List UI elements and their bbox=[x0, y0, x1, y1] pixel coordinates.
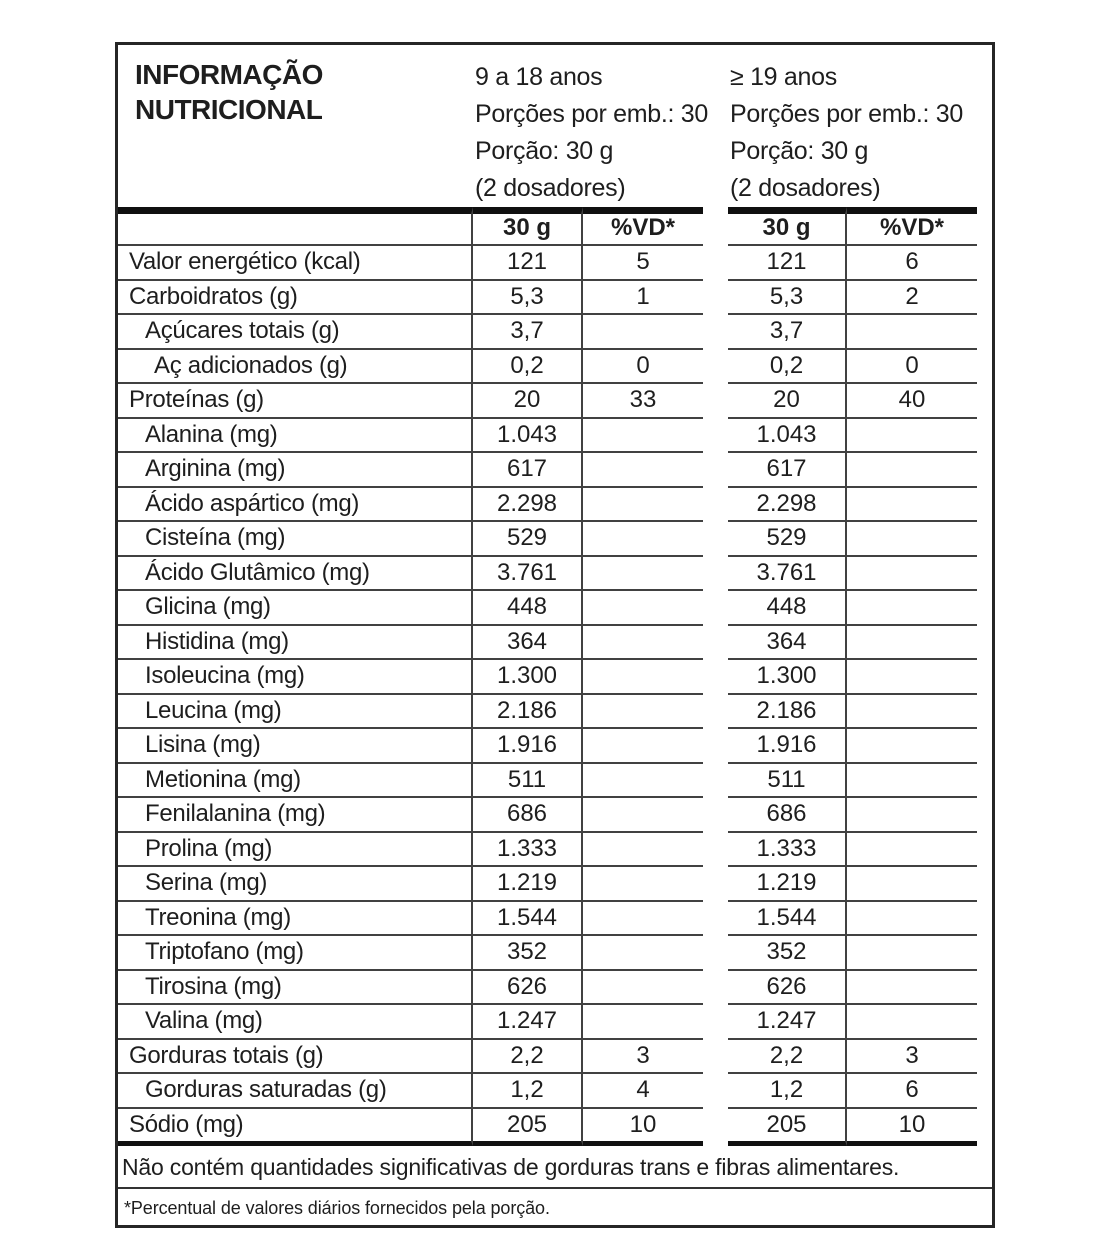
dv-19plus-cell bbox=[847, 522, 977, 557]
dv-9-18-cell bbox=[583, 729, 703, 764]
nutrient-label: Aç adicionados (g) bbox=[118, 350, 473, 385]
nutrient-label: Serina (mg) bbox=[118, 867, 473, 902]
amount-9-18-cell: 2.298 bbox=[473, 488, 583, 523]
amount-19plus-cell: 1,2 bbox=[728, 1074, 847, 1109]
column-gap bbox=[703, 350, 728, 385]
amount-19plus-cell: 529 bbox=[728, 522, 847, 557]
daily-values-footnote: *Percentual de valores diários fornecidos pela porção. bbox=[124, 1198, 550, 1218]
nutrient-label: Arginina (mg) bbox=[118, 453, 473, 488]
amount-19plus-cell: 352 bbox=[728, 936, 847, 971]
dv-19plus-cell bbox=[847, 557, 977, 592]
amount-9-18-cell: 121 bbox=[473, 246, 583, 281]
amount-19plus-cell: 617 bbox=[728, 453, 847, 488]
amount-9-18-cell: 352 bbox=[473, 936, 583, 971]
amount-9-18-cell: 3.761 bbox=[473, 557, 583, 592]
column-gap bbox=[703, 1040, 728, 1075]
amount-19plus-cell: 0,2 bbox=[728, 350, 847, 385]
title-line1: INFORMAÇÃO bbox=[135, 59, 323, 90]
dv-19plus-cell bbox=[847, 315, 977, 350]
dv-9-18-cell bbox=[583, 1005, 703, 1040]
nutrient-label: Alanina (mg) bbox=[118, 419, 473, 454]
amount-9-18-cell: 617 bbox=[473, 453, 583, 488]
column-gap bbox=[703, 246, 728, 281]
column-gap bbox=[703, 488, 728, 523]
dv-19plus-cell bbox=[847, 902, 977, 937]
nutrient-label: Lisina (mg) bbox=[118, 729, 473, 764]
column-gap bbox=[703, 764, 728, 799]
nutrient-label: Histidina (mg) bbox=[118, 626, 473, 661]
amount-19plus-cell: 511 bbox=[728, 764, 847, 799]
nutrient-label: Isoleucina (mg) bbox=[118, 660, 473, 695]
amount-9-18-cell: 5,3 bbox=[473, 281, 583, 316]
dv-9-18-cell bbox=[583, 764, 703, 799]
amount-19plus-cell: 5,3 bbox=[728, 281, 847, 316]
group-header-9-18 bbox=[473, 57, 728, 207]
nutrient-label: Glicina (mg) bbox=[118, 591, 473, 626]
nutrient-label: Proteínas (g) bbox=[118, 384, 473, 419]
serving-note: (2 dosadores) bbox=[475, 174, 626, 202]
serving-size: Porção: 30 g bbox=[475, 137, 614, 165]
amount-19plus-cell: 1.247 bbox=[728, 1005, 847, 1040]
dv-9-18-cell bbox=[583, 971, 703, 1006]
amount-9-18-cell: 1,2 bbox=[473, 1074, 583, 1109]
amount-9-18-cell: 1.544 bbox=[473, 902, 583, 937]
amount-9-18-cell: 1.043 bbox=[473, 419, 583, 454]
amount-9-18-cell: 1.300 bbox=[473, 660, 583, 695]
header-spacer bbox=[118, 207, 473, 246]
column-gap bbox=[703, 729, 728, 764]
servings-per-package: Porções por emb.: 30 bbox=[475, 100, 709, 128]
dv-9-18-cell: 1 bbox=[583, 281, 703, 316]
amount-column-header-19plus: 30 g bbox=[728, 207, 847, 246]
column-gap bbox=[703, 419, 728, 454]
dv-19plus-cell bbox=[847, 660, 977, 695]
age-range: ≥ 19 anos bbox=[730, 63, 837, 91]
dv-19plus-cell bbox=[847, 695, 977, 730]
column-gap bbox=[703, 522, 728, 557]
dv-9-18-cell bbox=[583, 626, 703, 661]
column-gap bbox=[703, 867, 728, 902]
column-gap bbox=[703, 902, 728, 937]
amount-9-18-cell: 0,2 bbox=[473, 350, 583, 385]
dv-19plus-cell: 3 bbox=[847, 1040, 977, 1075]
nutrient-label: Sódio (mg) bbox=[118, 1109, 473, 1147]
amount-9-18-cell: 3,7 bbox=[473, 315, 583, 350]
dv-9-18-cell bbox=[583, 902, 703, 937]
column-gap bbox=[703, 557, 728, 592]
dv-19plus-cell: 2 bbox=[847, 281, 977, 316]
amount-9-18-cell: 686 bbox=[473, 798, 583, 833]
nutrient-label: Metionina (mg) bbox=[118, 764, 473, 799]
dv-19plus-cell bbox=[847, 453, 977, 488]
amount-19plus-cell: 686 bbox=[728, 798, 847, 833]
amount-9-18-cell: 364 bbox=[473, 626, 583, 661]
no-significant-amounts-note: Não contém quantidades significativas de gorduras trans e fibras alimentares. bbox=[118, 1146, 992, 1189]
column-gap bbox=[703, 281, 728, 316]
amount-19plus-cell: 1.333 bbox=[728, 833, 847, 868]
dv-19plus-cell bbox=[847, 867, 977, 902]
amount-19plus-cell: 1.544 bbox=[728, 902, 847, 937]
label-title bbox=[118, 57, 473, 207]
dv-19plus-cell bbox=[847, 798, 977, 833]
amount-9-18-cell: 1.333 bbox=[473, 833, 583, 868]
title-line2: NUTRICIONAL bbox=[135, 94, 323, 125]
amount-19plus-cell: 364 bbox=[728, 626, 847, 661]
dv-9-18-cell bbox=[583, 488, 703, 523]
amount-19plus-cell: 121 bbox=[728, 246, 847, 281]
nutrient-label: Açúcares totais (g) bbox=[118, 315, 473, 350]
column-gap bbox=[703, 207, 728, 246]
dv-19plus-cell bbox=[847, 1005, 977, 1040]
dv-9-18-cell bbox=[583, 315, 703, 350]
amount-19plus-cell: 20 bbox=[728, 384, 847, 419]
dv-9-18-cell bbox=[583, 419, 703, 454]
dv-19plus-cell bbox=[847, 419, 977, 454]
nutrient-label: Ácido aspártico (mg) bbox=[118, 488, 473, 523]
amount-9-18-cell: 20 bbox=[473, 384, 583, 419]
dv-19plus-cell: 40 bbox=[847, 384, 977, 419]
nutrient-label: Leucina (mg) bbox=[118, 695, 473, 730]
nutrient-label: Triptofano (mg) bbox=[118, 936, 473, 971]
amount-9-18-cell: 529 bbox=[473, 522, 583, 557]
column-gap bbox=[703, 1005, 728, 1040]
dv-column-header-19plus: %VD* bbox=[847, 207, 977, 246]
amount-9-18-cell: 1.247 bbox=[473, 1005, 583, 1040]
amount-19plus-cell: 205 bbox=[728, 1109, 847, 1147]
amount-19plus-cell: 2.186 bbox=[728, 695, 847, 730]
column-gap bbox=[703, 626, 728, 661]
amount-9-18-cell: 448 bbox=[473, 591, 583, 626]
age-range: 9 a 18 anos bbox=[475, 63, 603, 91]
column-gap bbox=[703, 936, 728, 971]
column-gap bbox=[703, 453, 728, 488]
dv-9-18-cell bbox=[583, 557, 703, 592]
nutrition-facts-panel bbox=[115, 42, 995, 1228]
dv-19plus-cell: 6 bbox=[847, 1074, 977, 1109]
dv-9-18-cell bbox=[583, 660, 703, 695]
servings-per-package: Porções por emb.: 30 bbox=[730, 100, 964, 128]
dv-19plus-cell bbox=[847, 833, 977, 868]
dv-9-18-cell: 10 bbox=[583, 1109, 703, 1147]
nutrient-label: Carboidratos (g) bbox=[118, 281, 473, 316]
nutrient-label: Gorduras saturadas (g) bbox=[118, 1074, 473, 1109]
dv-9-18-cell bbox=[583, 833, 703, 868]
dv-9-18-cell: 5 bbox=[583, 246, 703, 281]
nutrition-table bbox=[118, 207, 977, 1146]
nutrient-label: Treonina (mg) bbox=[118, 902, 473, 937]
dv-9-18-cell bbox=[583, 453, 703, 488]
amount-column-header-9-18: 30 g bbox=[473, 207, 583, 246]
column-gap bbox=[703, 971, 728, 1006]
group-header-19plus bbox=[728, 57, 977, 207]
dv-9-18-cell bbox=[583, 522, 703, 557]
amount-19plus-cell: 3,7 bbox=[728, 315, 847, 350]
nutrient-label: Ácido Glutâmico (mg) bbox=[118, 557, 473, 592]
dv-9-18-cell: 0 bbox=[583, 350, 703, 385]
dv-19plus-cell bbox=[847, 764, 977, 799]
dv-9-18-cell bbox=[583, 798, 703, 833]
dv-19plus-cell: 10 bbox=[847, 1109, 977, 1147]
amount-9-18-cell: 626 bbox=[473, 971, 583, 1006]
amount-9-18-cell: 205 bbox=[473, 1109, 583, 1147]
column-gap bbox=[703, 315, 728, 350]
nutrient-label: Prolina (mg) bbox=[118, 833, 473, 868]
column-gap bbox=[703, 1074, 728, 1109]
nutrient-label: Valina (mg) bbox=[118, 1005, 473, 1040]
dv-9-18-cell: 4 bbox=[583, 1074, 703, 1109]
column-gap bbox=[703, 1109, 728, 1144]
nutrient-label: Tirosina (mg) bbox=[118, 971, 473, 1006]
dv-19plus-cell bbox=[847, 591, 977, 626]
nutrient-label: Gorduras totais (g) bbox=[118, 1040, 473, 1075]
amount-19plus-cell: 1.916 bbox=[728, 729, 847, 764]
dv-19plus-cell bbox=[847, 488, 977, 523]
amount-19plus-cell: 2.298 bbox=[728, 488, 847, 523]
dv-19plus-cell bbox=[847, 626, 977, 661]
column-gap bbox=[703, 660, 728, 695]
amount-19plus-cell: 1.300 bbox=[728, 660, 847, 695]
dv-19plus-cell: 6 bbox=[847, 246, 977, 281]
column-gap bbox=[703, 384, 728, 419]
column-gap bbox=[703, 695, 728, 730]
dv-19plus-cell bbox=[847, 936, 977, 971]
amount-19plus-cell: 448 bbox=[728, 591, 847, 626]
dv-9-18-cell bbox=[583, 936, 703, 971]
dv-9-18-cell: 3 bbox=[583, 1040, 703, 1075]
column-gap bbox=[703, 798, 728, 833]
dv-column-header-9-18: %VD* bbox=[583, 207, 703, 246]
amount-19plus-cell: 1.043 bbox=[728, 419, 847, 454]
amount-19plus-cell: 626 bbox=[728, 971, 847, 1006]
amount-9-18-cell: 1.219 bbox=[473, 867, 583, 902]
panel-header bbox=[118, 45, 992, 207]
amount-9-18-cell: 1.916 bbox=[473, 729, 583, 764]
nutrient-label: Cisteína (mg) bbox=[118, 522, 473, 557]
amount-19plus-cell: 3.761 bbox=[728, 557, 847, 592]
dv-19plus-cell bbox=[847, 971, 977, 1006]
dv-9-18-cell bbox=[583, 591, 703, 626]
amount-9-18-cell: 2,2 bbox=[473, 1040, 583, 1075]
dv-9-18-cell bbox=[583, 867, 703, 902]
dv-19plus-cell bbox=[847, 729, 977, 764]
amount-19plus-cell: 1.219 bbox=[728, 867, 847, 902]
nutrient-label: Fenilalanina (mg) bbox=[118, 798, 473, 833]
serving-size: Porção: 30 g bbox=[730, 137, 869, 165]
serving-note: (2 dosadores) bbox=[730, 174, 881, 202]
amount-9-18-cell: 2.186 bbox=[473, 695, 583, 730]
dv-9-18-cell bbox=[583, 695, 703, 730]
dv-9-18-cell: 33 bbox=[583, 384, 703, 419]
column-gap bbox=[703, 833, 728, 868]
amount-9-18-cell: 511 bbox=[473, 764, 583, 799]
nutrient-label: Valor energético (kcal) bbox=[118, 246, 473, 281]
dv-19plus-cell: 0 bbox=[847, 350, 977, 385]
amount-19plus-cell: 2,2 bbox=[728, 1040, 847, 1075]
column-gap bbox=[703, 591, 728, 626]
